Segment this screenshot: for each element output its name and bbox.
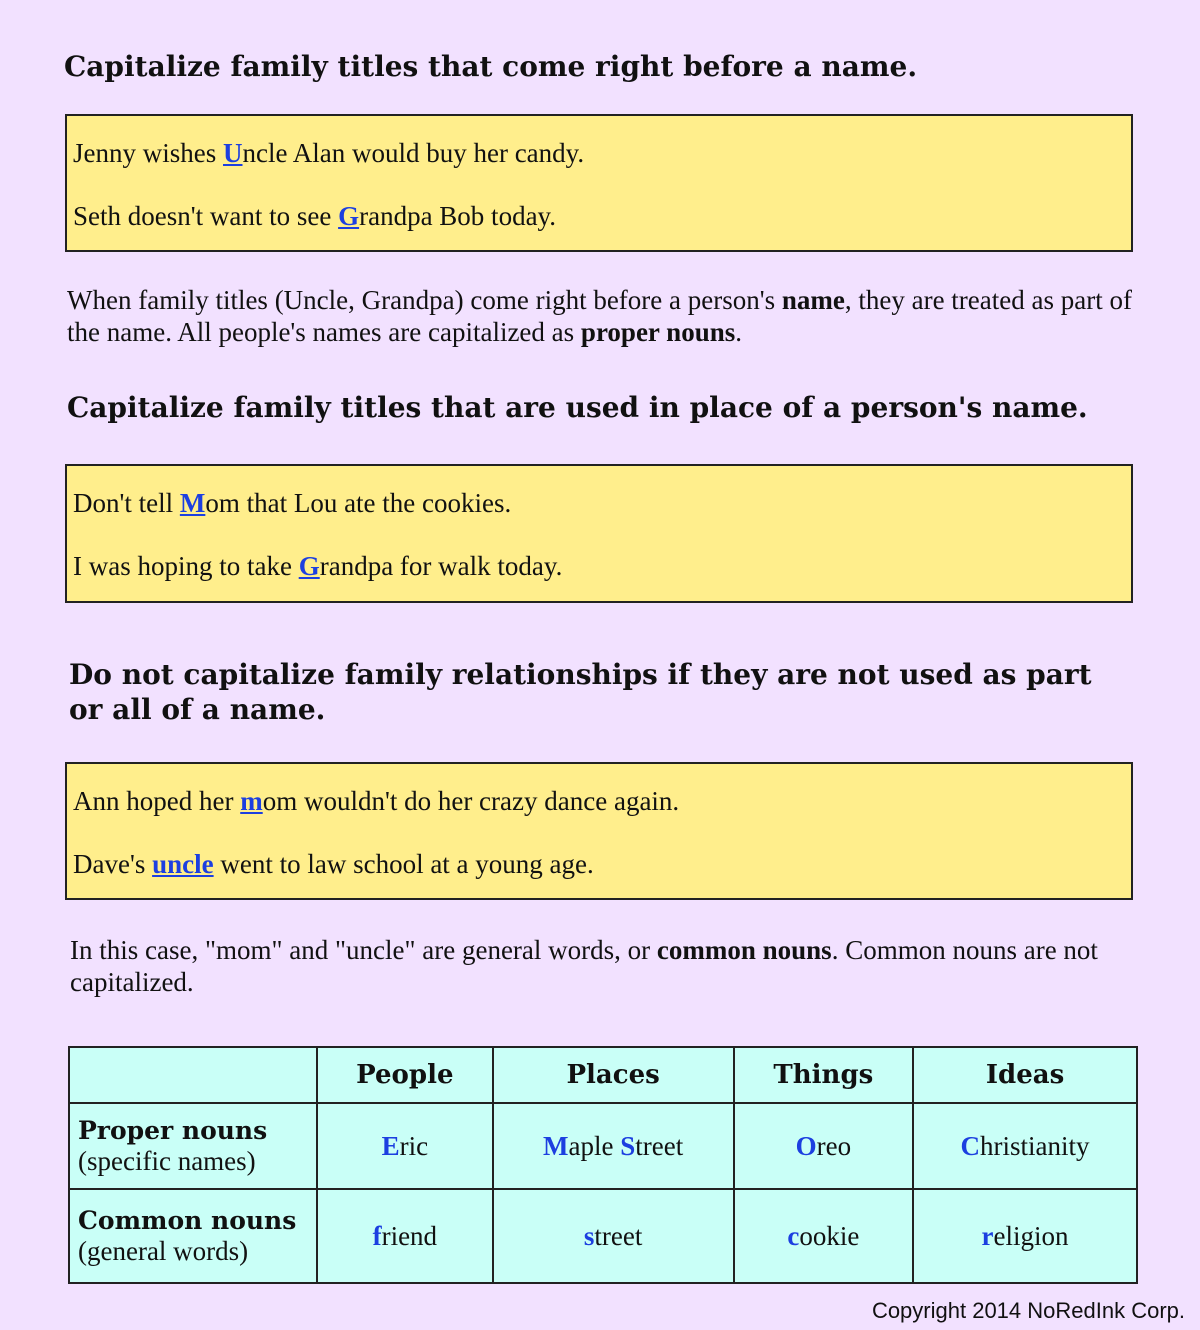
section1-heading: Capitalize family titles that come right before a name. xyxy=(64,50,918,83)
lowercase-highlight: m xyxy=(240,786,263,816)
table-header-people: People xyxy=(317,1047,493,1103)
table-cell: religion xyxy=(913,1189,1137,1283)
table-header-places: Places xyxy=(493,1047,734,1103)
section2-heading: Capitalize family titles that are used in place of a person's name. xyxy=(67,391,1088,424)
table-cell: friend xyxy=(317,1189,493,1283)
example-sentence: Dave's uncle went to law school at a young age. xyxy=(73,849,594,879)
section1-explanation: When family titles (Uncle, Grandpa) come right before a person's name, they are treated as part of the name. All people's names are capitalized as proper nouns. xyxy=(67,285,1132,347)
capital-letter-highlight: U xyxy=(223,138,243,168)
table-row xyxy=(69,1103,1137,1189)
example-sentence: Seth doesn't want to see Grandpa Bob today. xyxy=(73,201,557,231)
table-cell: street xyxy=(493,1189,734,1283)
row-label-common-nouns: Common nouns (general words) xyxy=(69,1189,317,1283)
capital-letter-highlight: M xyxy=(179,488,206,518)
section3-heading: Do not capitalize family relationships if they are not used as part or all of a name. xyxy=(69,658,1092,726)
table-header-ideas: Ideas xyxy=(913,1047,1137,1103)
table-cell: Christianity xyxy=(913,1103,1137,1189)
example-sentence: Don't tell Mom that Lou ate the cookies. xyxy=(73,488,512,518)
lowercase-highlight: uncle xyxy=(152,849,214,879)
capital-letter-highlight: G xyxy=(298,551,320,581)
example-sentence: Ann hoped her mom wouldn't do her crazy dance again. xyxy=(73,786,680,816)
table-header-things: Things xyxy=(734,1047,913,1103)
section2-example-box xyxy=(65,464,1133,603)
capital-letter-highlight: G xyxy=(338,201,360,231)
copyright-notice: Copyright 2014 NoRedInk Corp. xyxy=(871,1298,1185,1323)
section3-example-box xyxy=(65,762,1133,900)
section3-explanation: In this case, "mom" and "uncle" are general words, or common nouns. Common nouns are not capitalized. xyxy=(70,935,1098,997)
table-cell: Eric xyxy=(317,1103,493,1189)
table-cell: Maple Street xyxy=(493,1103,734,1189)
example-sentence: I was hoping to take Grandpa for walk today. xyxy=(73,551,563,581)
table-row xyxy=(69,1189,1137,1283)
table-cell: Oreo xyxy=(734,1103,913,1189)
table-cell: cookie xyxy=(734,1189,913,1283)
section1-example-box xyxy=(65,114,1133,252)
table-header-blank xyxy=(69,1047,317,1103)
example-sentence: Jenny wishes Uncle Alan would buy her candy. xyxy=(73,138,585,168)
table-header-row xyxy=(69,1047,1137,1103)
row-label-proper-nouns: Proper nouns (specific names) xyxy=(69,1103,317,1189)
nouns-table xyxy=(68,1046,1138,1284)
